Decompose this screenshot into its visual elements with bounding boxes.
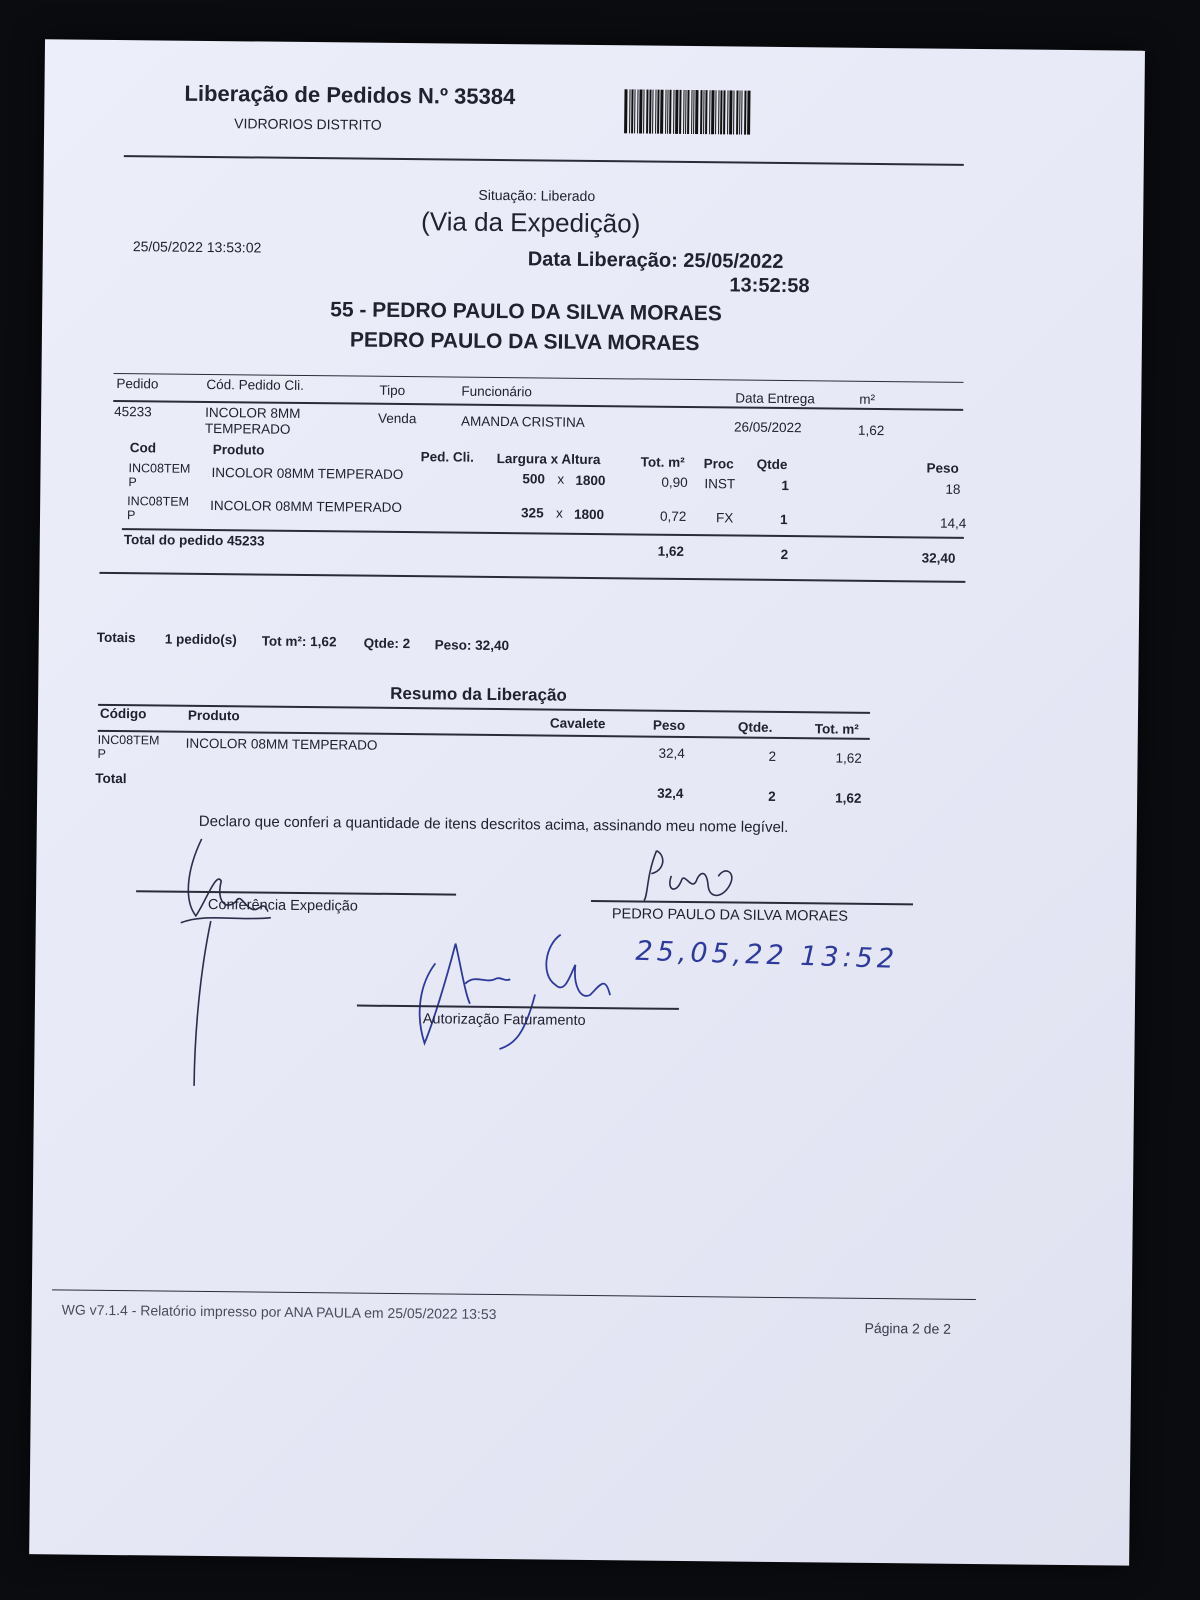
resumo-total-label: Total	[95, 770, 127, 787]
items-col-tot-m2: Tot. m²	[640, 454, 685, 470]
resumo-total-qtde: 2	[768, 788, 776, 804]
resumo-col-produto: Produto	[187, 707, 240, 724]
barcode-bar	[679, 90, 681, 134]
item-1-peso: 18	[945, 481, 961, 497]
totais-m2: Tot m²: 1,62	[261, 633, 337, 650]
signature-conferencia	[174, 831, 297, 1092]
signature-cliente	[636, 845, 747, 906]
totais-pedidos: 1 pedido(s)	[164, 631, 237, 648]
item-2-tot-m2: 0,72	[659, 508, 687, 524]
order-funcionario: AMANDA CRISTINA	[460, 413, 585, 430]
resumo-total-m2: 1,62	[835, 790, 862, 806]
document-page	[29, 39, 1145, 1565]
order-total-peso: 32,40	[921, 550, 956, 566]
order-total-m2: 1,62	[657, 543, 685, 559]
print-timestamp: 25/05/2022 13:53:02	[132, 238, 262, 256]
barcode-bar	[723, 90, 725, 134]
release-time: 13:52:58	[729, 274, 810, 298]
document-title: Liberação de Pedidos N.º 35384	[184, 80, 516, 110]
barcode-bar	[687, 90, 689, 134]
item-2-largura: 325	[521, 505, 544, 521]
barcode-bar	[660, 90, 663, 134]
signature-autorizacao	[404, 923, 625, 1055]
resumo-qtde: 2	[768, 748, 777, 764]
item-1-cod: INC08TEM	[128, 461, 191, 476]
col-data-entrega: Data Entrega	[735, 390, 815, 407]
footer-rule	[52, 1289, 976, 1300]
item-1-produto: INCOLOR 08MM TEMPERADO	[211, 465, 404, 483]
order-total-label: Total do pedido 45233	[123, 532, 265, 549]
barcode-bar	[715, 90, 716, 134]
totais-label: Totais	[96, 629, 136, 646]
item-1-qtde: 1	[781, 477, 789, 494]
barcode-bar	[695, 90, 698, 134]
client-line-2: PEDRO PAULO DA SILVA MORAES	[349, 328, 700, 356]
barcode-bar	[624, 89, 627, 133]
resumo-title: Resumo da Liberação	[390, 683, 567, 705]
barcode-bar	[643, 90, 644, 134]
col-cod-cli: Cód. Pedido Cli.	[206, 376, 305, 393]
barcode-bar	[747, 91, 750, 135]
items-col-peso: Peso	[926, 460, 959, 476]
item-2-cod-cont: P	[126, 508, 136, 523]
company-name: VIDRORIOS DISTRITO	[234, 115, 382, 133]
items-col-largura-altura: Largura x Altura	[496, 450, 601, 468]
item-2-altura: 1800	[574, 506, 605, 523]
order-cod-cli-2: TEMPERADO	[204, 420, 291, 437]
order-m2: 1,62	[857, 422, 885, 439]
item-2-produto: INCOLOR 08MM TEMPERADO	[210, 497, 403, 516]
totais-peso: Peso: 32,40	[434, 637, 510, 654]
item-1-proc: INST	[704, 476, 736, 492]
item-2-cod: INC08TEM	[127, 494, 190, 509]
col-funcionario: Funcionário	[461, 383, 532, 400]
col-pedido: Pedido	[116, 376, 159, 392]
cliente-label: PEDRO PAULO DA SILVA MORAES	[611, 906, 849, 925]
client-line-1: 55 - PEDRO PAULO DA SILVA MORAES	[330, 298, 722, 326]
barcode	[624, 89, 770, 135]
barcode-bar	[669, 90, 671, 134]
barcode-bar	[675, 90, 678, 134]
resumo-col-peso: Peso	[652, 717, 686, 733]
barcode-bar	[634, 89, 635, 133]
barcode-bar	[705, 90, 707, 134]
order-data-entrega: 26/05/2022	[733, 419, 802, 436]
barcode-bar	[652, 90, 653, 134]
resumo-col-qtde: Qtde.	[737, 719, 773, 735]
footer-printed-by: WG v7.1.4 - Relatório impresso por ANA PAULA em 25/05/2022 13:53	[61, 1301, 497, 1323]
resumo-total-peso: 32,4	[657, 785, 684, 801]
release-date: Data Liberação: 25/05/2022	[527, 248, 784, 273]
totais-qtde: Qtde: 2	[363, 635, 411, 652]
resumo-peso: 32,4	[658, 745, 685, 761]
items-col-qtde: Qtde	[756, 456, 788, 473]
barcode-bar	[639, 89, 642, 133]
barcode-bar	[729, 90, 732, 134]
item-1-altura: 1800	[575, 472, 606, 489]
order-bottom-rule	[99, 572, 965, 583]
resumo-col-tot-m2: Tot. m²	[814, 721, 859, 737]
order-tipo: Venda	[378, 410, 417, 427]
resumo-codigo: INC08TEM	[97, 732, 160, 748]
col-tipo: Tipo	[379, 382, 406, 399]
items-col-proc: Proc	[703, 456, 734, 472]
col-m2: m²	[859, 391, 876, 407]
item-2-qtde: 1	[779, 511, 788, 528]
resumo-produto: INCOLOR 08MM TEMPERADO	[185, 735, 378, 753]
item-2-x: x	[556, 505, 563, 521]
barcode-bar	[733, 90, 734, 134]
resumo-tot-m2: 1,62	[835, 750, 862, 766]
item-1-x: x	[557, 471, 565, 487]
item-2-peso: 14,4	[939, 515, 967, 531]
order-cod-cli-1: INCOLOR 8MM	[205, 404, 301, 421]
autorizacao-label: Autorização Faturamento	[422, 1011, 586, 1029]
resumo-col-cavalete: Cavalete	[549, 715, 606, 732]
barcode-bar	[711, 90, 714, 134]
footer-page-number: Página 2 de 2	[864, 1319, 952, 1337]
item-1-tot-m2: 0,90	[661, 474, 688, 490]
declaration-text: Declaro que conferi a quantidade de itens descritos acima, assinando meu nome legível.	[198, 812, 789, 837]
order-pedido: 45233	[114, 403, 152, 420]
items-col-ped-cli: Ped. Cli.	[420, 449, 475, 465]
header-divider	[124, 155, 964, 166]
item-2-proc: FX	[715, 510, 734, 526]
items-col-produto: Produto	[212, 442, 265, 458]
resumo-col-codigo: Código	[99, 705, 147, 722]
item-1-largura: 500	[522, 471, 546, 487]
handwritten-date: 25,05,22 13:52	[635, 935, 899, 975]
copy-title: (Via da Expedição)	[420, 206, 641, 239]
conferencia-label: Conferência Expedição	[207, 896, 358, 915]
resumo-codigo-cont: P	[97, 746, 106, 761]
items-col-cod: Cod	[129, 440, 157, 456]
barcode-bar	[741, 91, 742, 135]
order-total-qtde: 2	[780, 546, 789, 563]
item-1-cod-cont: P	[128, 475, 137, 490]
status-text: Situação: Liberado	[478, 186, 596, 205]
